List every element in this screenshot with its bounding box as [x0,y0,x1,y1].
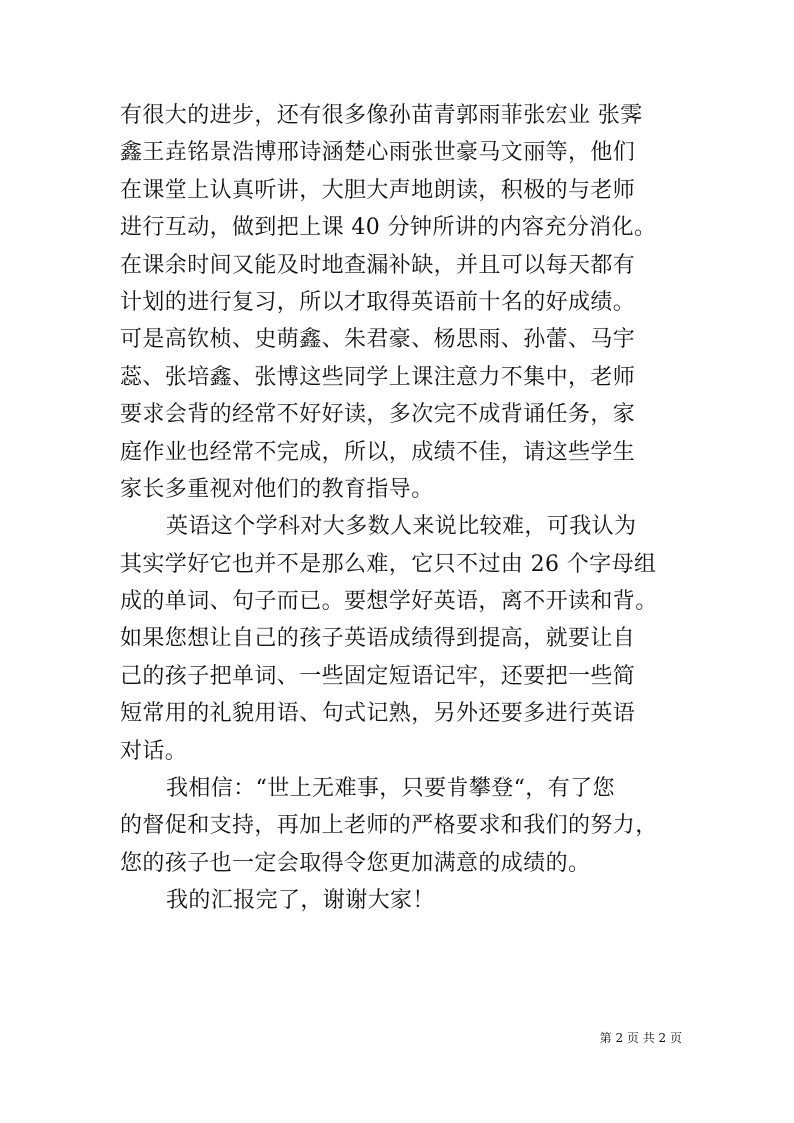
page-number-footer: 第 2 页 共 2 页 [599,1031,682,1045]
text-line: 在课余时间又能及时地查漏补缺，并且可以每天都有 [120,252,636,278]
text-line: 的督促和支持，再加上老师的严格要求和我们的努力， [120,813,658,839]
text-line: 家长多重视对他们的教育指导。 [120,476,434,502]
paragraph-start-line: 英语这个学科对大多数人来说比较难，可我认为 [166,514,637,540]
text-line: 有很大的进步，还有很多像孙苗青郭雨菲张宏业 张霁 [120,103,643,128]
report-body-text [120,97,680,920]
text-line: 如果您想让自己的孩子英语成绩得到提高，就要让自 [120,626,636,652]
paragraph-start-line: 我相信：“世上无难事，只要肯攀登“，有了您 [166,776,615,802]
text-line: 计划的进行复习，所以才取得英语前十名的好成绩。 [120,289,636,315]
text-line: 您的孩子也一定会取得令您更加满意的成绩的。 [120,850,591,876]
text-line: 短常用的礼貌用语、句式记熟，另外还要多进行英语 [120,701,636,727]
text-line: 己的孩子把单词、一些固定短语记牢，还要把一些简 [120,663,636,689]
text-line: 要求会背的经常不好好读，多次完不成背诵任务，家 [120,402,636,428]
text-line: 可是高钦桢、史萌鑫、朱君豪、杨思雨、孙蕾、马宇 [120,327,636,353]
text-line: 在课堂上认真听讲，大胆大声地朗读，积极的与老师 [120,177,636,203]
text-line: 庭作业也经常不完成，所以，成绩不佳，请这些学生 [120,439,636,465]
text-line: 成的单词、句子而已。要想学好英语，离不开读和背。 [120,589,658,615]
text-line: 蕊、张培鑫、张博这些同学上课注意力不集中，老师 [120,364,636,390]
text-line: 鑫王垚铭景浩博邢诗涵楚心雨张世豪马文丽等，他们 [120,140,636,166]
text-line: 其实学好它也并不是那么难，它只不过由 26 个字母组 [120,551,657,577]
paragraph-start-line: 我的汇报完了，谢谢大家！ [166,888,435,914]
text-line: 进行互动，做到把上课 40 分钟所讲的内容充分消化。 [120,215,657,241]
text-line: 对话。 [120,738,188,764]
